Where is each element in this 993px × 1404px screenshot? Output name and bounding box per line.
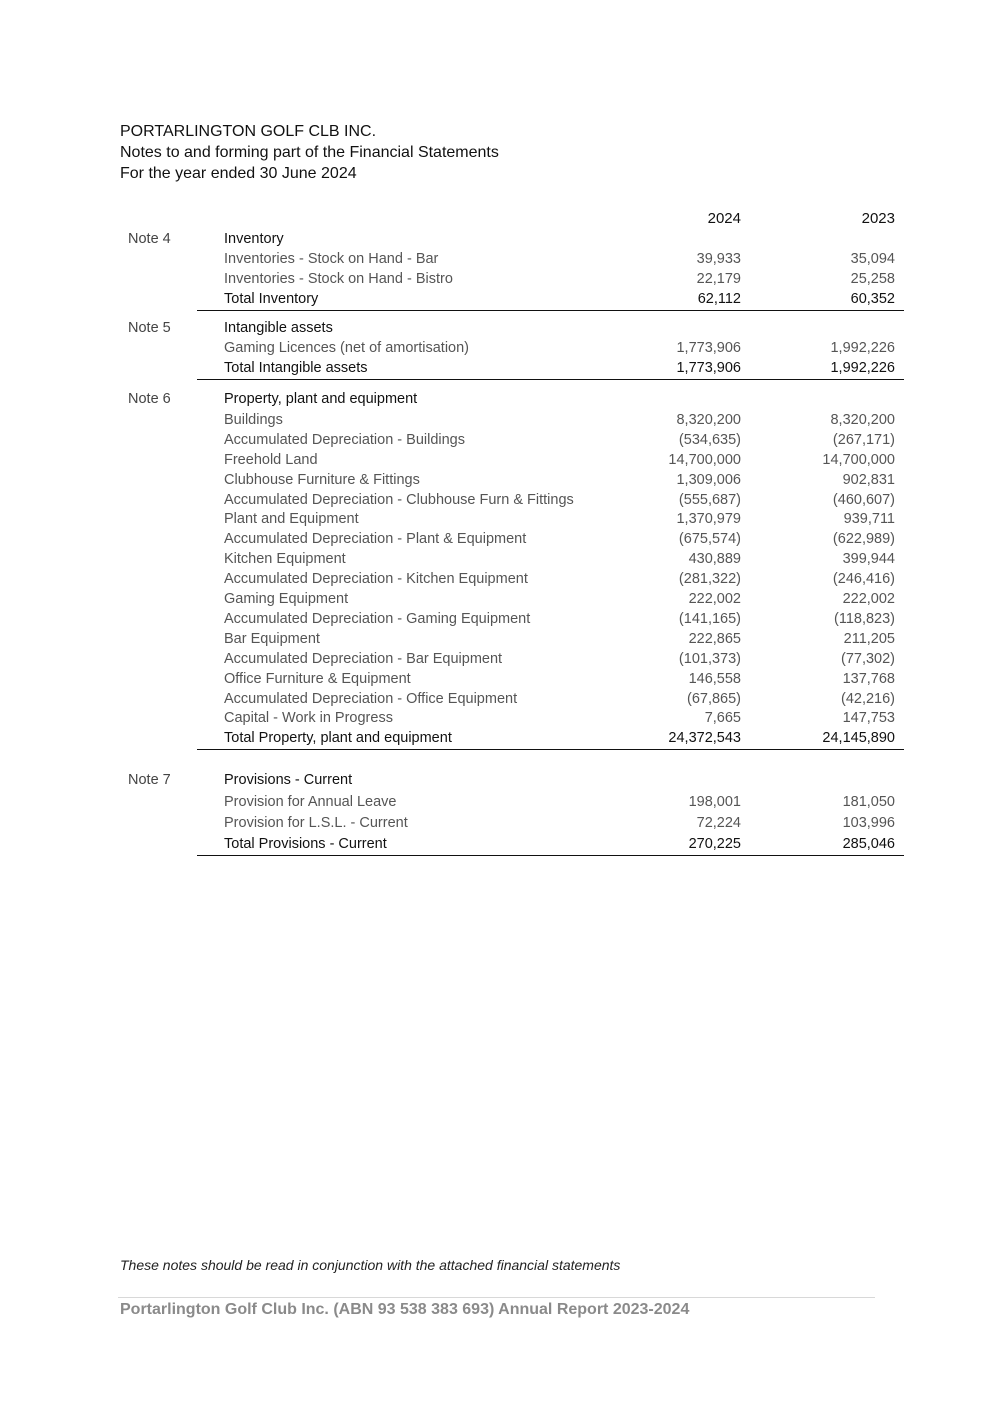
total-row	[0, 836, 993, 856]
line-item-label: Provision for L.S.L. - Current	[224, 815, 408, 831]
note-number: Note 7	[128, 772, 171, 788]
value-2023: 60,352	[850, 291, 895, 307]
line-item-row	[0, 611, 993, 631]
total-label: Total Inventory	[224, 291, 319, 307]
line-item-row	[0, 815, 993, 835]
value-2023: 211,205	[843, 631, 895, 647]
value-2024: (281,322)	[678, 571, 741, 587]
value-2024: 146,558	[688, 671, 741, 687]
value-2023: (246,416)	[832, 571, 895, 587]
value-2024: 1,773,906	[676, 340, 741, 356]
value-2023: 902,831	[842, 472, 895, 488]
note-heading-row	[0, 320, 993, 340]
line-item-label: Accumulated Depreciation - Office Equipment	[224, 691, 518, 707]
value-2023: 103,996	[842, 815, 895, 831]
line-item-row	[0, 432, 993, 452]
reporting-period: For the year ended 30 June 2024	[120, 165, 357, 182]
line-item-row	[0, 551, 993, 571]
line-item-label: Inventories - Stock on Hand - Bar	[224, 251, 439, 267]
line-item-row	[0, 492, 993, 512]
total-label: Total Property, plant and equipment	[224, 730, 452, 746]
note-heading-row	[0, 231, 993, 251]
note-number: Note 5	[128, 320, 171, 336]
note-heading: Inventory	[224, 231, 284, 247]
value-2023: 25,258	[850, 271, 895, 287]
line-item-row	[0, 631, 993, 651]
organisation-name: PORTARLINGTON GOLF CLB INC.	[120, 123, 377, 140]
line-item-label: Provision for Annual Leave	[224, 794, 397, 810]
value-2024: (101,373)	[678, 651, 741, 667]
line-item-row	[0, 591, 993, 611]
value-2024: (141,165)	[678, 611, 741, 627]
value-2023: (118,823)	[834, 611, 895, 627]
value-2024: (534,635)	[678, 432, 741, 448]
line-item-label: Gaming Equipment	[224, 591, 349, 607]
note-heading: Intangible assets	[224, 320, 333, 336]
footnote: These notes should be read in conjunction with the attached financial statements	[120, 1257, 621, 1273]
total-row	[0, 291, 993, 311]
value-2024: 14,700,000	[668, 452, 741, 468]
footer-divider	[118, 1297, 875, 1298]
line-item-row	[0, 511, 993, 531]
value-2024: (67,865)	[686, 691, 741, 707]
note-heading-row	[0, 391, 993, 411]
line-item-label: Accumulated Depreciation - Plant & Equipment	[224, 531, 527, 547]
total-underline	[197, 310, 904, 311]
line-item-label: Accumulated Depreciation - Buildings	[224, 432, 465, 448]
value-2023: 181,050	[842, 794, 895, 810]
value-2023: 35,094	[850, 251, 895, 267]
value-2023: (267,171)	[832, 432, 895, 448]
line-item-label: Clubhouse Furniture & Fittings	[224, 472, 420, 488]
line-item-row	[0, 412, 993, 432]
value-2023: (42,216)	[840, 691, 895, 707]
value-2023: 1,992,226	[830, 360, 895, 376]
note-heading: Provisions - Current	[224, 772, 353, 788]
value-2024: (675,574)	[678, 531, 741, 547]
line-item-row	[0, 710, 993, 730]
value-2023: 137,768	[842, 671, 895, 687]
total-row	[0, 360, 993, 380]
value-2024: 222,865	[688, 631, 741, 647]
value-2024: 1,370,979	[676, 511, 741, 527]
page-footer: Portarlington Golf Club Inc. (ABN 93 538 383 693) Annual Report 2023-2024	[120, 1301, 690, 1318]
value-2023: 24,145,890	[822, 730, 895, 746]
value-2023: 399,944	[842, 551, 895, 567]
value-2024: 8,320,200	[676, 412, 741, 428]
line-item-label: Bar Equipment	[224, 631, 320, 647]
line-item-label: Kitchen Equipment	[224, 551, 346, 567]
column-header-2024: 2024	[707, 210, 741, 227]
line-item-row	[0, 571, 993, 591]
value-2024: (555,687)	[678, 492, 741, 508]
note-number: Note 4	[128, 231, 171, 247]
value-2024: 7,665	[704, 710, 741, 726]
note-number: Note 6	[128, 391, 171, 407]
value-2023: (460,607)	[832, 492, 895, 508]
line-item-label: Accumulated Depreciation - Clubhouse Furn & Fittings	[224, 492, 574, 508]
line-item-label: Accumulated Depreciation - Gaming Equipment	[224, 611, 531, 627]
line-item-row	[0, 531, 993, 551]
value-2024: 22,179	[696, 271, 741, 287]
total-underline	[197, 379, 904, 380]
line-item-row	[0, 472, 993, 492]
document-header	[120, 121, 499, 184]
total-label: Total Provisions - Current	[224, 836, 387, 852]
line-item-label: Inventories - Stock on Hand - Bistro	[224, 271, 453, 287]
value-2023: 222,002	[842, 591, 895, 607]
value-2024: 1,309,006	[676, 472, 741, 488]
value-2024: 24,372,543	[668, 730, 741, 746]
column-header-2023: 2023	[861, 210, 895, 227]
line-item-label: Plant and Equipment	[224, 511, 359, 527]
line-item-row	[0, 340, 993, 360]
value-2024: 270,225	[688, 836, 741, 852]
note-heading-row	[0, 772, 993, 792]
line-item-row	[0, 691, 993, 711]
value-2024: 72,224	[696, 815, 741, 831]
line-item-row	[0, 271, 993, 291]
total-underline	[197, 749, 904, 750]
total-label: Total Intangible assets	[224, 360, 368, 376]
value-2023: 285,046	[842, 836, 895, 852]
line-item-label: Accumulated Depreciation - Bar Equipment	[224, 651, 503, 667]
value-2023: 1,992,226	[830, 340, 895, 356]
value-2024: 39,933	[696, 251, 741, 267]
value-2024: 222,002	[688, 591, 741, 607]
value-2024: 430,889	[688, 551, 741, 567]
value-2023: 939,711	[843, 511, 895, 527]
total-row	[0, 730, 993, 750]
value-2023: 147,753	[842, 710, 895, 726]
value-2023: (77,302)	[840, 651, 895, 667]
value-2024: 1,773,906	[676, 360, 741, 376]
line-item-label: Accumulated Depreciation - Kitchen Equipment	[224, 571, 528, 587]
value-2023: 14,700,000	[822, 452, 895, 468]
line-item-row	[0, 251, 993, 271]
value-2023: (622,989)	[832, 531, 895, 547]
value-2023: 8,320,200	[830, 412, 895, 428]
line-item-label: Freehold Land	[224, 452, 318, 468]
line-item-row	[0, 452, 993, 472]
value-2024: 198,001	[688, 794, 741, 810]
line-item-label: Buildings	[224, 412, 283, 428]
document-subtitle: Notes to and forming part of the Financial Statements	[120, 144, 499, 161]
line-item-row	[0, 671, 993, 691]
value-2024: 62,112	[697, 291, 741, 307]
line-item-row	[0, 794, 993, 814]
line-item-label: Capital - Work in Progress	[224, 710, 393, 726]
line-item-label: Gaming Licences (net of amortisation)	[224, 340, 469, 356]
note-heading: Property, plant and equipment	[224, 391, 418, 407]
line-item-row	[0, 651, 993, 671]
total-underline	[197, 855, 904, 856]
line-item-label: Office Furniture & Equipment	[224, 671, 411, 687]
